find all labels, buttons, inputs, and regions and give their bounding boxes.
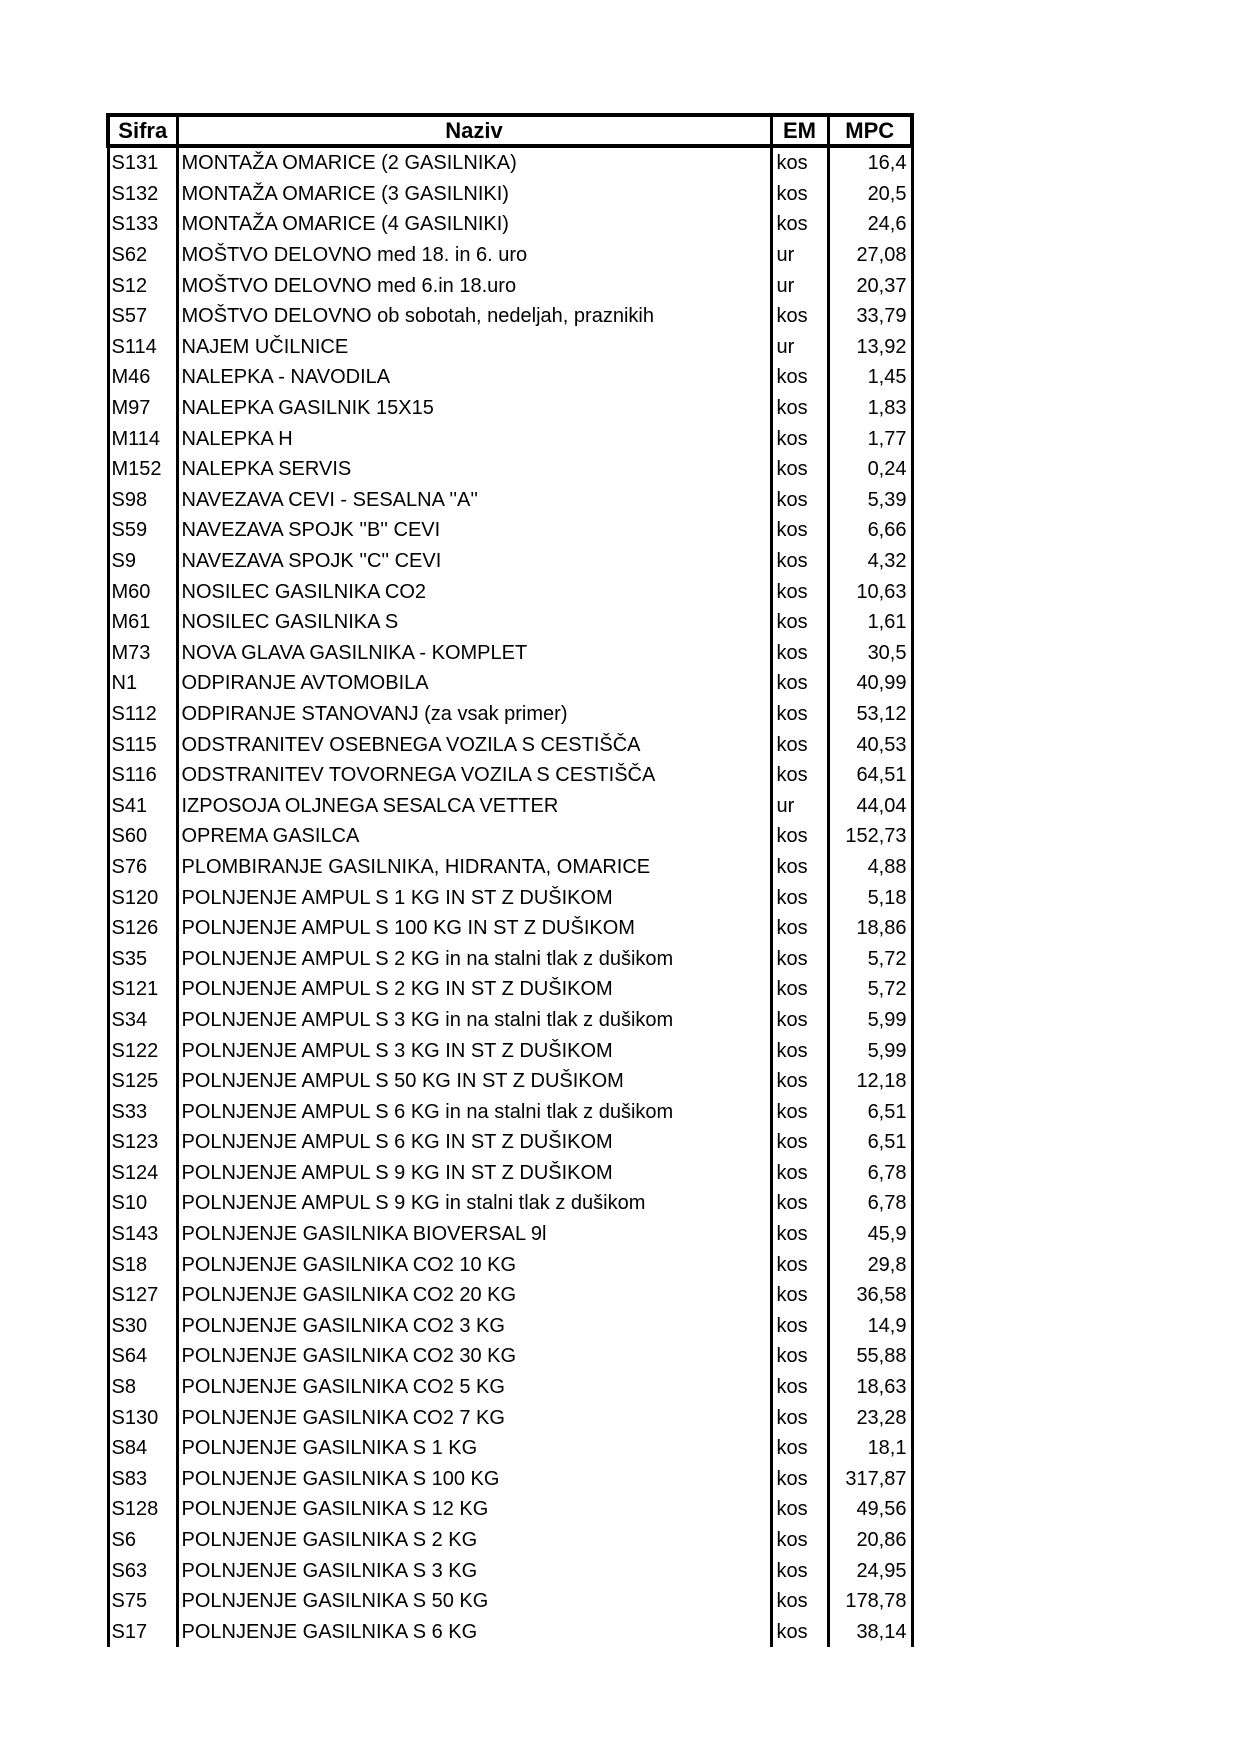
table-row [108, 240, 912, 271]
cell-mpc: 40,53 [828, 729, 912, 760]
cell-mpc: 12,18 [828, 1066, 912, 1097]
table-row [108, 1402, 912, 1433]
table-row [108, 1066, 912, 1097]
cell-mpc: 6,51 [828, 1127, 912, 1158]
cell-sifra: S75 [108, 1586, 177, 1617]
cell-sifra: S18 [108, 1249, 177, 1280]
cell-sifra: S33 [108, 1096, 177, 1127]
cell-em: kos [771, 699, 828, 730]
cell-em: kos [771, 852, 828, 883]
cell-em: kos [771, 1127, 828, 1158]
table-row [108, 882, 912, 913]
cell-naziv: MOŠTVO DELOVNO med 18. in 6. uro [177, 240, 771, 271]
cell-mpc: 20,5 [828, 179, 912, 210]
cell-em: kos [771, 209, 828, 240]
table-row [108, 1341, 912, 1372]
cell-mpc: 14,9 [828, 1311, 912, 1342]
cell-em: kos [771, 576, 828, 607]
cell-em: kos [771, 146, 828, 179]
cell-sifra: S59 [108, 515, 177, 546]
cell-naziv: POLNJENJE GASILNIKA S 50 KG [177, 1586, 771, 1617]
cell-mpc: 44,04 [828, 790, 912, 821]
cell-mpc: 16,4 [828, 146, 912, 179]
cell-sifra: S34 [108, 1005, 177, 1036]
cell-mpc: 5,99 [828, 1005, 912, 1036]
cell-em: kos [771, 1341, 828, 1372]
cell-em: kos [771, 1494, 828, 1525]
table-row [108, 1555, 912, 1586]
table-row [108, 270, 912, 301]
cell-em: kos [771, 423, 828, 454]
cell-naziv: POLNJENJE AMPUL S 9 KG IN ST Z DUŠIKOM [177, 1158, 771, 1189]
table-row [108, 1096, 912, 1127]
cell-em: kos [771, 546, 828, 577]
cell-mpc: 18,63 [828, 1372, 912, 1403]
cell-sifra: S60 [108, 821, 177, 852]
cell-em: kos [771, 485, 828, 516]
cell-sifra: S84 [108, 1433, 177, 1464]
cell-sifra: S128 [108, 1494, 177, 1525]
cell-mpc: 27,08 [828, 240, 912, 271]
cell-naziv: POLNJENJE GASILNIKA CO2 30 KG [177, 1341, 771, 1372]
cell-sifra: S130 [108, 1402, 177, 1433]
table-row [108, 454, 912, 485]
cell-mpc: 38,14 [828, 1617, 912, 1648]
cell-mpc: 24,6 [828, 209, 912, 240]
cell-naziv: POLNJENJE GASILNIKA S 100 KG [177, 1464, 771, 1495]
table-row [108, 209, 912, 240]
table-row [108, 1127, 912, 1158]
table-header [108, 115, 912, 146]
table-row [108, 393, 912, 424]
cell-naziv: POLNJENJE AMPUL S 2 KG in na stalni tlak z dušikom [177, 943, 771, 974]
cell-em: kos [771, 1158, 828, 1189]
cell-naziv: POLNJENJE AMPUL S 100 KG IN ST Z DUŠIKOM [177, 913, 771, 944]
cell-em: kos [771, 515, 828, 546]
cell-mpc: 36,58 [828, 1280, 912, 1311]
table-row [108, 1494, 912, 1525]
cell-naziv: MONTAŽA OMARICE (3 GASILNIKI) [177, 179, 771, 210]
cell-naziv: NOSILEC GASILNIKA S [177, 607, 771, 638]
cell-em: kos [771, 1280, 828, 1311]
cell-sifra: S63 [108, 1555, 177, 1586]
cell-em: kos [771, 1005, 828, 1036]
cell-mpc: 4,32 [828, 546, 912, 577]
table-row [108, 1035, 912, 1066]
cell-sifra: S30 [108, 1311, 177, 1342]
table-row [108, 546, 912, 577]
cell-mpc: 23,28 [828, 1402, 912, 1433]
cell-naziv: NALEPKA GASILNIK 15X15 [177, 393, 771, 424]
cell-sifra: S124 [108, 1158, 177, 1189]
table-row [108, 913, 912, 944]
column-header-em: EM [771, 115, 828, 146]
cell-sifra: S76 [108, 852, 177, 883]
table-row [108, 1433, 912, 1464]
cell-naziv: POLNJENJE AMPUL S 6 KG in na stalni tlak z dušikom [177, 1096, 771, 1127]
table-row [108, 485, 912, 516]
table-row [108, 1372, 912, 1403]
cell-naziv: NOVA GLAVA GASILNIKA - KOMPLET [177, 638, 771, 669]
cell-em: kos [771, 1249, 828, 1280]
cell-em: kos [771, 1311, 828, 1342]
table-row [108, 301, 912, 332]
cell-em: kos [771, 1372, 828, 1403]
cell-naziv: POLNJENJE GASILNIKA S 1 KG [177, 1433, 771, 1464]
cell-em: kos [771, 760, 828, 791]
cell-naziv: POLNJENJE AMPUL S 3 KG in na stalni tlak z dušikom [177, 1005, 771, 1036]
cell-sifra: S62 [108, 240, 177, 271]
cell-naziv: NAJEM UČILNICE [177, 332, 771, 363]
cell-sifra: S10 [108, 1188, 177, 1219]
table-row [108, 852, 912, 883]
cell-em: kos [771, 301, 828, 332]
cell-em: kos [771, 821, 828, 852]
cell-sifra: S127 [108, 1280, 177, 1311]
cell-sifra: M73 [108, 638, 177, 669]
cell-sifra: S12 [108, 270, 177, 301]
cell-em: kos [771, 1066, 828, 1097]
table-row [108, 790, 912, 821]
cell-sifra: S114 [108, 332, 177, 363]
cell-sifra: S132 [108, 179, 177, 210]
cell-naziv: NALEPKA SERVIS [177, 454, 771, 485]
cell-naziv: NAVEZAVA SPOJK ''B'' CEVI [177, 515, 771, 546]
cell-em: kos [771, 668, 828, 699]
price-list-table [106, 113, 914, 1647]
column-header-naziv: Naziv [177, 115, 771, 146]
cell-sifra: S116 [108, 760, 177, 791]
cell-mpc: 18,1 [828, 1433, 912, 1464]
cell-em: kos [771, 1555, 828, 1586]
cell-em: kos [771, 1433, 828, 1464]
table-row [108, 1464, 912, 1495]
cell-sifra: S126 [108, 913, 177, 944]
cell-naziv: NAVEZAVA CEVI - SESALNA ''A'' [177, 485, 771, 516]
cell-naziv: POLNJENJE AMPUL S 3 KG IN ST Z DUŠIKOM [177, 1035, 771, 1066]
cell-naziv: POLNJENJE AMPUL S 6 KG IN ST Z DUŠIKOM [177, 1127, 771, 1158]
cell-mpc: 18,86 [828, 913, 912, 944]
cell-naziv: POLNJENJE GASILNIKA S 12 KG [177, 1494, 771, 1525]
cell-mpc: 4,88 [828, 852, 912, 883]
cell-mpc: 5,39 [828, 485, 912, 516]
table-row [108, 146, 912, 179]
column-header-mpc: MPC [828, 115, 912, 146]
cell-naziv: MONTAŽA OMARICE (4 GASILNIKI) [177, 209, 771, 240]
cell-naziv: POLNJENJE AMPUL S 1 KG IN ST Z DUŠIKOM [177, 882, 771, 913]
cell-naziv: POLNJENJE GASILNIKA CO2 7 KG [177, 1402, 771, 1433]
cell-sifra: M152 [108, 454, 177, 485]
cell-naziv: POLNJENJE GASILNIKA CO2 3 KG [177, 1311, 771, 1342]
cell-sifra: S125 [108, 1066, 177, 1097]
cell-em: ur [771, 270, 828, 301]
cell-em: kos [771, 729, 828, 760]
cell-naziv: POLNJENJE GASILNIKA S 3 KG [177, 1555, 771, 1586]
table-row [108, 668, 912, 699]
cell-em: ur [771, 332, 828, 363]
cell-sifra: S98 [108, 485, 177, 516]
cell-mpc: 6,51 [828, 1096, 912, 1127]
cell-mpc: 53,12 [828, 699, 912, 730]
cell-sifra: S122 [108, 1035, 177, 1066]
cell-sifra: M97 [108, 393, 177, 424]
cell-sifra: S41 [108, 790, 177, 821]
cell-mpc: 178,78 [828, 1586, 912, 1617]
table-row [108, 1525, 912, 1556]
cell-naziv: MONTAŽA OMARICE (2 GASILNIKA) [177, 146, 771, 179]
cell-em: kos [771, 1035, 828, 1066]
cell-naziv: ODSTRANITEV TOVORNEGA VOZILA S CESTIŠČA [177, 760, 771, 791]
table-row [108, 760, 912, 791]
cell-sifra: S57 [108, 301, 177, 332]
table-row [108, 1249, 912, 1280]
table-row [108, 1158, 912, 1189]
cell-naziv: IZPOSOJA OLJNEGA SESALCA VETTER [177, 790, 771, 821]
cell-naziv: POLNJENJE GASILNIKA CO2 10 KG [177, 1249, 771, 1280]
cell-mpc: 5,72 [828, 943, 912, 974]
cell-sifra: S9 [108, 546, 177, 577]
cell-sifra: S143 [108, 1219, 177, 1250]
table-row [108, 729, 912, 760]
column-header-sifra: Sifra [108, 115, 177, 146]
cell-mpc: 33,79 [828, 301, 912, 332]
table-row [108, 943, 912, 974]
cell-naziv: NAVEZAVA SPOJK ''C'' CEVI [177, 546, 771, 577]
cell-naziv: POLNJENJE AMPUL S 9 KG in stalni tlak z dušikom [177, 1188, 771, 1219]
table-row [108, 1586, 912, 1617]
table-row [108, 423, 912, 454]
cell-sifra: M46 [108, 362, 177, 393]
table-row [108, 1005, 912, 1036]
cell-sifra: S35 [108, 943, 177, 974]
table-row [108, 1219, 912, 1250]
header-row [108, 115, 912, 146]
cell-em: kos [771, 638, 828, 669]
cell-naziv: OPREMA GASILCA [177, 821, 771, 852]
cell-sifra: S120 [108, 882, 177, 913]
cell-naziv: POLNJENJE AMPUL S 2 KG IN ST Z DUŠIKOM [177, 974, 771, 1005]
cell-mpc: 20,37 [828, 270, 912, 301]
cell-sifra: S6 [108, 1525, 177, 1556]
cell-mpc: 5,99 [828, 1035, 912, 1066]
cell-naziv: ODPIRANJE AVTOMOBILA [177, 668, 771, 699]
cell-sifra: N1 [108, 668, 177, 699]
cell-sifra: S112 [108, 699, 177, 730]
cell-mpc: 1,77 [828, 423, 912, 454]
cell-em: kos [771, 362, 828, 393]
cell-naziv: ODPIRANJE STANOVANJ (za vsak primer) [177, 699, 771, 730]
cell-mpc: 64,51 [828, 760, 912, 791]
table-row [108, 1617, 912, 1648]
cell-mpc: 0,24 [828, 454, 912, 485]
cell-naziv: POLNJENJE GASILNIKA S 6 KG [177, 1617, 771, 1648]
table-row [108, 1188, 912, 1219]
cell-em: kos [771, 454, 828, 485]
cell-sifra: S64 [108, 1341, 177, 1372]
table-row [108, 638, 912, 669]
cell-naziv: POLNJENJE GASILNIKA CO2 20 KG [177, 1280, 771, 1311]
cell-naziv: NALEPKA - NAVODILA [177, 362, 771, 393]
cell-mpc: 30,5 [828, 638, 912, 669]
cell-em: kos [771, 393, 828, 424]
cell-em: kos [771, 1188, 828, 1219]
cell-sifra: S17 [108, 1617, 177, 1648]
cell-mpc: 45,9 [828, 1219, 912, 1250]
cell-em: kos [771, 974, 828, 1005]
cell-naziv: MOŠTVO DELOVNO ob sobotah, nedeljah, praznikih [177, 301, 771, 332]
table-row [108, 362, 912, 393]
cell-naziv: PLOMBIRANJE GASILNIKA, HIDRANTA, OMARICE [177, 852, 771, 883]
cell-sifra: M114 [108, 423, 177, 454]
table-row [108, 607, 912, 638]
cell-em: kos [771, 1617, 828, 1648]
cell-mpc: 1,45 [828, 362, 912, 393]
table-body [108, 146, 912, 1647]
cell-mpc: 152,73 [828, 821, 912, 852]
cell-naziv: POLNJENJE GASILNIKA CO2 5 KG [177, 1372, 771, 1403]
cell-sifra: M60 [108, 576, 177, 607]
cell-em: kos [771, 607, 828, 638]
cell-mpc: 29,8 [828, 1249, 912, 1280]
table-row [108, 699, 912, 730]
table-row [108, 179, 912, 210]
cell-mpc: 24,95 [828, 1555, 912, 1586]
table-row [108, 1280, 912, 1311]
cell-mpc: 40,99 [828, 668, 912, 699]
table-row [108, 332, 912, 363]
cell-mpc: 6,66 [828, 515, 912, 546]
cell-em: kos [771, 943, 828, 974]
cell-mpc: 317,87 [828, 1464, 912, 1495]
cell-naziv: MOŠTVO DELOVNO med 6.in 18.uro [177, 270, 771, 301]
cell-naziv: ODSTRANITEV OSEBNEGA VOZILA S CESTIŠČA [177, 729, 771, 760]
cell-em: ur [771, 790, 828, 821]
cell-mpc: 55,88 [828, 1341, 912, 1372]
cell-em: ur [771, 240, 828, 271]
cell-mpc: 49,56 [828, 1494, 912, 1525]
cell-sifra: M61 [108, 607, 177, 638]
table-row [108, 821, 912, 852]
cell-mpc: 5,18 [828, 882, 912, 913]
table-row [108, 515, 912, 546]
cell-naziv: POLNJENJE GASILNIKA S 2 KG [177, 1525, 771, 1556]
cell-sifra: S131 [108, 146, 177, 179]
cell-naziv: NOSILEC GASILNIKA CO2 [177, 576, 771, 607]
cell-mpc: 5,72 [828, 974, 912, 1005]
table-row [108, 974, 912, 1005]
table-row [108, 1311, 912, 1342]
cell-mpc: 20,86 [828, 1525, 912, 1556]
cell-naziv: POLNJENJE AMPUL S 50 KG IN ST Z DUŠIKOM [177, 1066, 771, 1097]
cell-em: kos [771, 1219, 828, 1250]
cell-mpc: 1,83 [828, 393, 912, 424]
cell-sifra: S115 [108, 729, 177, 760]
cell-mpc: 6,78 [828, 1158, 912, 1189]
table-row [108, 576, 912, 607]
cell-em: kos [771, 1525, 828, 1556]
cell-em: kos [771, 882, 828, 913]
cell-sifra: S83 [108, 1464, 177, 1495]
cell-em: kos [771, 1402, 828, 1433]
cell-sifra: S123 [108, 1127, 177, 1158]
cell-mpc: 13,92 [828, 332, 912, 363]
cell-em: kos [771, 913, 828, 944]
cell-sifra: S8 [108, 1372, 177, 1403]
cell-naziv: POLNJENJE GASILNIKA BIOVERSAL 9l [177, 1219, 771, 1250]
cell-mpc: 1,61 [828, 607, 912, 638]
cell-sifra: S133 [108, 209, 177, 240]
cell-em: kos [771, 179, 828, 210]
cell-em: kos [771, 1096, 828, 1127]
cell-mpc: 10,63 [828, 576, 912, 607]
cell-mpc: 6,78 [828, 1188, 912, 1219]
cell-naziv: NALEPKA H [177, 423, 771, 454]
cell-em: kos [771, 1586, 828, 1617]
cell-em: kos [771, 1464, 828, 1495]
cell-sifra: S121 [108, 974, 177, 1005]
